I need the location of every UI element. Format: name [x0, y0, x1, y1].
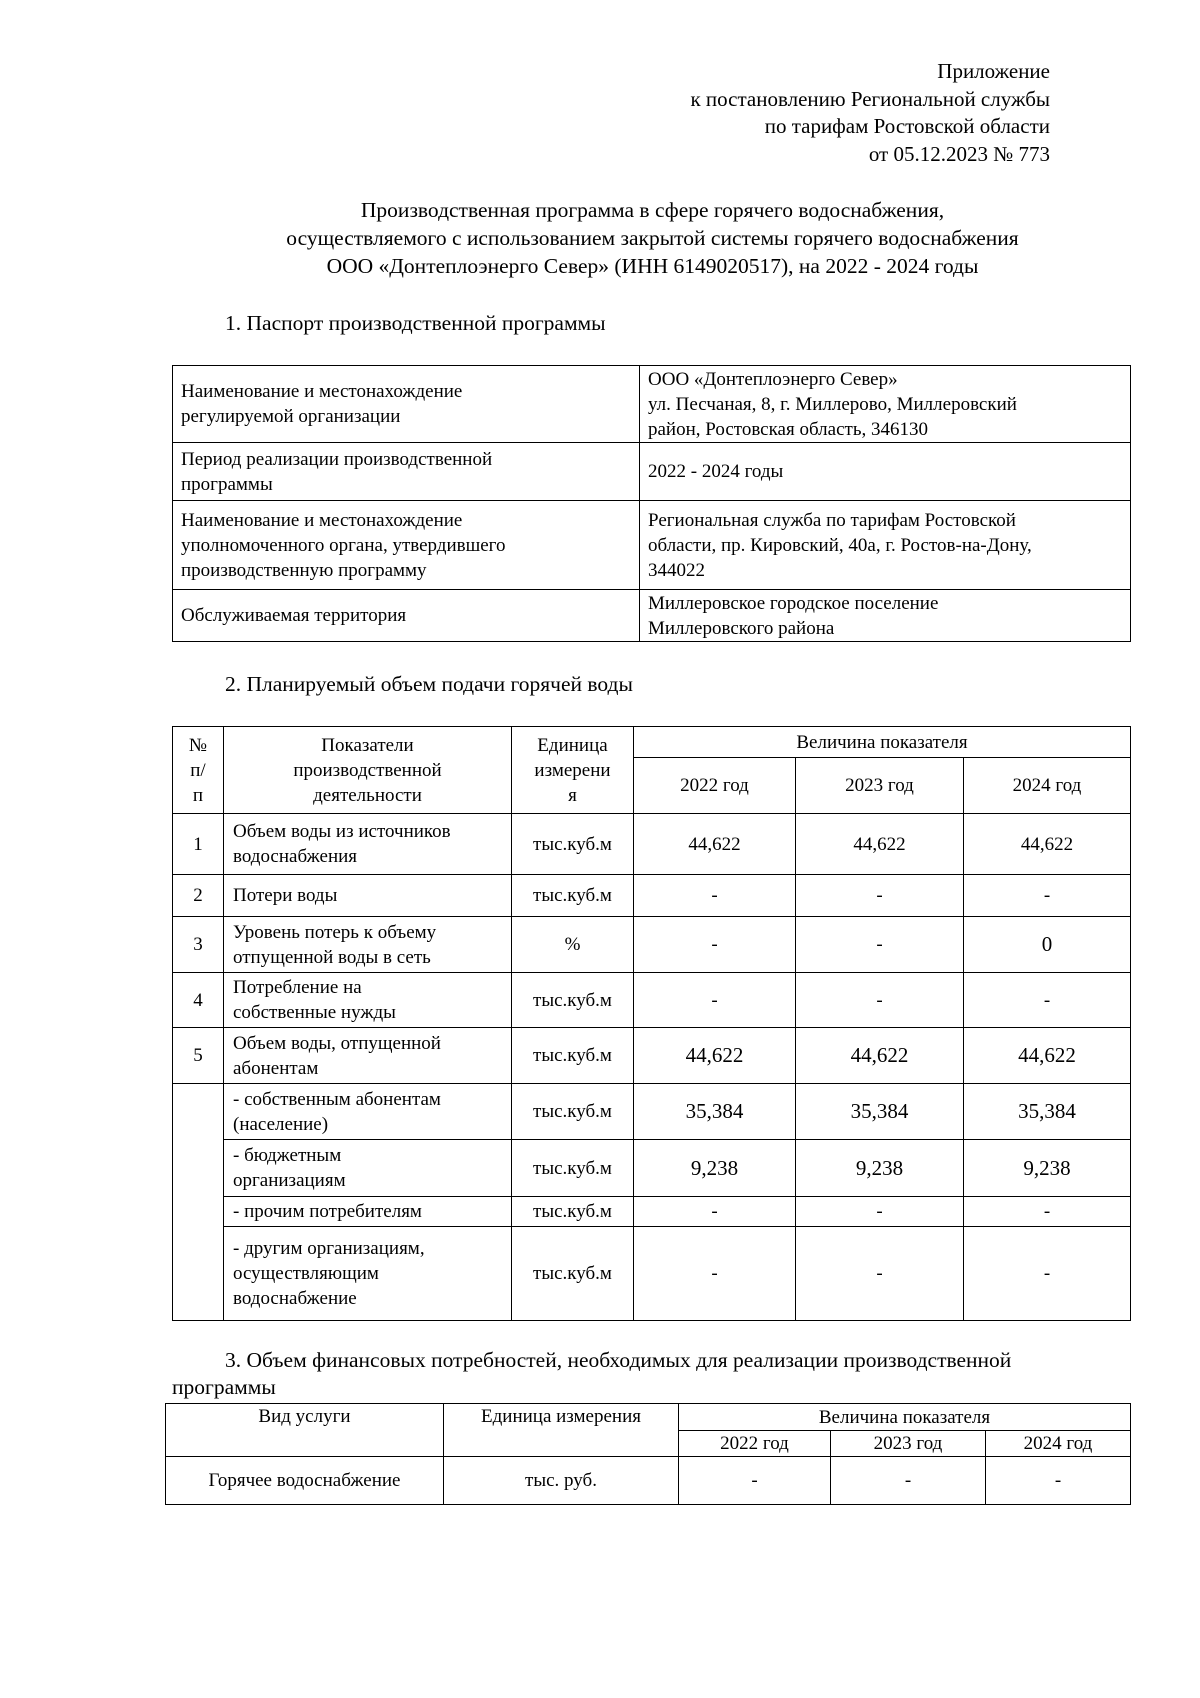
indicator-name: Объем воды, отпущенной абонентам — [224, 1028, 512, 1084]
appendix-header — [690, 58, 1050, 168]
appendix-line: по тарифам Ростовской области — [764, 114, 1050, 138]
document-title — [0, 196, 1200, 280]
indicator-name: - собственным абонентам (население) — [224, 1084, 512, 1140]
passport-value: ООО «Донтеплоэнерго Север» ул. Песчаная, 8, г. Миллерово, Миллеровский район, Ростовская область, 346130 — [640, 366, 1131, 443]
col-header-year: 2022 год — [634, 758, 796, 814]
table-row — [173, 1028, 1131, 1084]
col-header-year: 2024 год — [964, 758, 1131, 814]
unit-cell: тыс.куб.м — [512, 1197, 634, 1227]
table-row — [173, 917, 1131, 973]
value-cell: - — [634, 1227, 796, 1321]
value-cell: 9,238 — [964, 1140, 1131, 1197]
value-cell: - — [634, 1197, 796, 1227]
unit-cell: тыс.куб.м — [512, 1084, 634, 1140]
col-header-value: Величина показателя — [634, 727, 1131, 758]
passport-label: Обслуживаемая территория — [173, 590, 640, 642]
value-cell: - — [964, 1197, 1131, 1227]
table-row — [166, 1457, 1131, 1505]
col-header-unit: Единица измерения — [444, 1404, 679, 1457]
title-line: Производственная программа в сфере горячего водоснабжения, — [360, 198, 945, 222]
passport-table — [172, 365, 1131, 642]
col-header-year: 2022 год — [679, 1431, 831, 1457]
value-cell: 44,622 — [634, 814, 796, 875]
value-cell: - — [634, 973, 796, 1028]
col-header-num: № п/ п — [173, 727, 224, 814]
value-cell: 35,384 — [796, 1084, 964, 1140]
passport-label: Наименование и местонахождение регулируемой организации — [173, 366, 640, 443]
title-line: ООО «Донтеплоэнерго Север» (ИНН 6149020517), на 2022 - 2024 годы — [326, 254, 979, 278]
table-row — [173, 1084, 1131, 1140]
value-cell: - — [831, 1457, 986, 1505]
value-cell: 35,384 — [964, 1084, 1131, 1140]
value-cell: - — [986, 1457, 1131, 1505]
row-number: 2 — [173, 875, 224, 917]
value-cell: - — [796, 917, 964, 973]
service-name: Горячее водоснабжение — [166, 1457, 444, 1505]
appendix-line: к постановлению Региональной службы — [690, 86, 1050, 111]
col-header-year: 2024 год — [986, 1431, 1131, 1457]
table-row — [173, 814, 1131, 875]
indicator-name: - прочим потребителям — [224, 1197, 512, 1227]
value-cell: 0 — [964, 917, 1131, 973]
table-row — [173, 590, 1131, 642]
appendix-line: Приложение — [937, 59, 1050, 83]
indicator-name: Уровень потерь к объему отпущенной воды в сеть — [224, 917, 512, 973]
value-cell: 44,622 — [796, 814, 964, 875]
indicator-name: Потери воды — [224, 875, 512, 917]
financial-needs-table — [165, 1403, 1131, 1505]
table-header-row — [173, 727, 1131, 758]
col-header-value: Величина показателя — [679, 1404, 1131, 1431]
value-cell: 44,622 — [964, 814, 1131, 875]
row-number: 5 — [173, 1028, 224, 1084]
section3-heading-continued: программы — [172, 1375, 276, 1399]
passport-value: 2022 - 2024 годы — [640, 443, 1131, 501]
value-cell: - — [796, 1227, 964, 1321]
table-row — [173, 1197, 1131, 1227]
value-cell: - — [634, 917, 796, 973]
indicator-name: - бюджетным организациям — [224, 1140, 512, 1197]
value-cell: - — [964, 875, 1131, 917]
table-row — [173, 875, 1131, 917]
row-number: 4 — [173, 973, 224, 1028]
table-row — [173, 501, 1131, 590]
value-cell: - — [796, 875, 964, 917]
passport-value: Региональная служба по тарифам Ростовской области, пр. Кировский, 40а, г. Ростов-на-Дону, 344022 — [640, 501, 1131, 590]
section2-heading: 2. Планируемый объем подачи горячей воды — [225, 672, 633, 696]
indicator-name: Объем воды из источников водоснабжения — [224, 814, 512, 875]
col-header-year: 2023 год — [831, 1431, 986, 1457]
table-row — [173, 1140, 1131, 1197]
section1-heading: 1. Паспорт производственной программы — [225, 311, 606, 335]
section3-heading: 3. Объем финансовых потребностей, необходимых для реализации производственной — [225, 1348, 1012, 1372]
value-cell: 44,622 — [964, 1028, 1131, 1084]
unit-cell: тыс.куб.м — [512, 875, 634, 917]
passport-label: Период реализации производственной программы — [173, 443, 640, 501]
table-header-row — [166, 1404, 1131, 1431]
table-row — [173, 443, 1131, 501]
appendix-line: от 05.12.2023 № 773 — [868, 141, 1050, 166]
unit-cell: тыс. руб. — [444, 1457, 679, 1505]
value-cell: 9,238 — [796, 1140, 964, 1197]
value-cell: 9,238 — [634, 1140, 796, 1197]
indicator-name: Потребление на собственные нужды — [224, 973, 512, 1028]
indicator-name: - другим организациям, осуществляющим водоснабжение — [224, 1227, 512, 1321]
passport-label: Наименование и местонахождение уполномоченного органа, утвердившего производственную программу — [173, 501, 640, 590]
value-cell: - — [796, 1197, 964, 1227]
col-header-service: Вид услуги — [166, 1404, 444, 1457]
table-row — [173, 366, 1131, 443]
value-cell: - — [964, 1227, 1131, 1321]
unit-cell: тыс.куб.м — [512, 1140, 634, 1197]
value-cell: 44,622 — [634, 1028, 796, 1084]
row-number — [173, 1084, 224, 1321]
col-header-year: 2023 год — [796, 758, 964, 814]
col-header-unit: Единица измерени я — [512, 727, 634, 814]
unit-cell: тыс.куб.м — [512, 1227, 634, 1321]
unit-cell: тыс.куб.м — [512, 814, 634, 875]
hot-water-volume-table — [172, 726, 1131, 1321]
row-number: 1 — [173, 814, 224, 875]
unit-cell: % — [512, 917, 634, 973]
col-header-indicator: Показатели производственной деятельности — [224, 727, 512, 814]
value-cell: 44,622 — [796, 1028, 964, 1084]
title-line: осуществляемого с использованием закрытой системы горячего водоснабжения — [286, 226, 1019, 250]
value-cell: - — [634, 875, 796, 917]
value-cell: - — [796, 973, 964, 1028]
value-cell: - — [964, 973, 1131, 1028]
unit-cell: тыс.куб.м — [512, 973, 634, 1028]
table-row — [173, 1227, 1131, 1321]
value-cell: - — [679, 1457, 831, 1505]
row-number: 3 — [173, 917, 224, 973]
table-row — [173, 973, 1131, 1028]
unit-cell: тыс.куб.м — [512, 1028, 634, 1084]
value-cell: 35,384 — [634, 1084, 796, 1140]
passport-value: Миллеровское городское поселение Миллеровского района — [640, 590, 1131, 642]
